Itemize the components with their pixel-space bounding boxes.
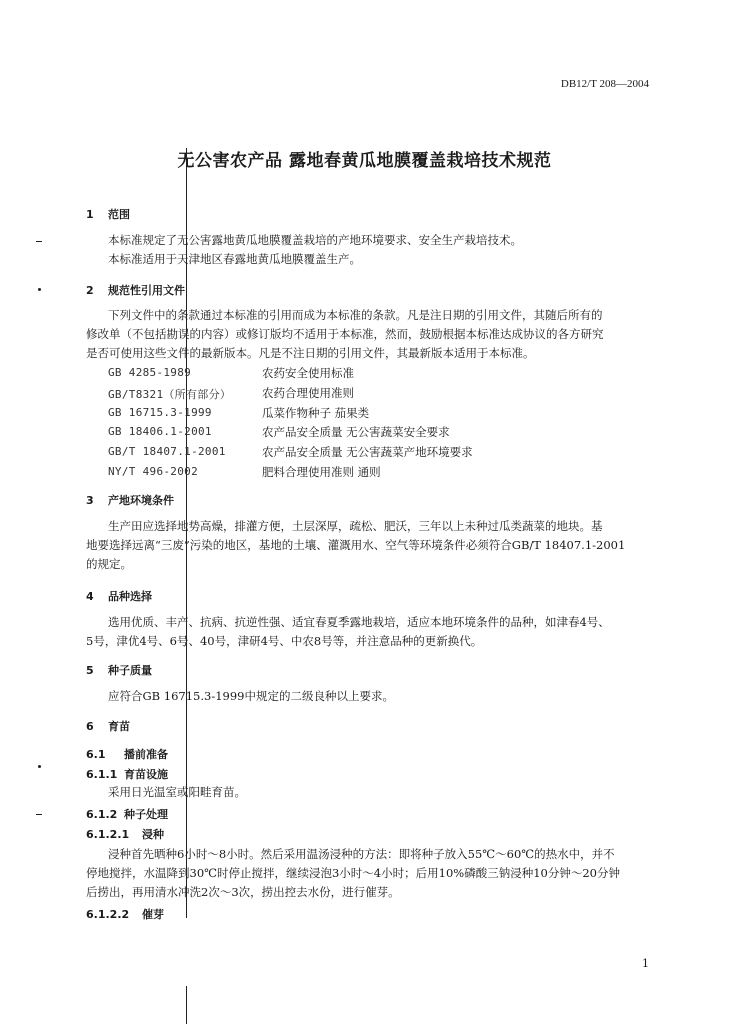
section-4-paragraph-line: 5号，津优4号、6号、40号，津研4号、中农8号等，并注意品种的更新换代。	[86, 634, 483, 648]
standard-code: DB12/T 208—2004	[560, 78, 649, 90]
section-6-1-2-heading: 6.1.2 种子处理	[86, 808, 168, 821]
section-4-paragraph-line: 选用优质、丰产、抗病、抗逆性强、适宜春夏季露地栽培，适应本地环境条件的品种，如津春4号、	[108, 615, 610, 629]
reference-title: 肥料合理使用准则 通则	[262, 465, 381, 479]
reference-title: 农药合理使用准则	[262, 386, 354, 400]
reference-title: 瓜菜作物种子 茄果类	[262, 406, 370, 420]
section-2-heading: 2 规范性引用文件	[86, 284, 185, 297]
scan-artifact-line	[186, 986, 187, 1024]
section-6-1-2-1-paragraph-line: 后捞出，再用清水冲洗2次～3次，捞出控去水份，进行催芽。	[86, 885, 400, 899]
section-2-paragraph-line: 下列文件中的条款通过本标准的引用而成为本标准的条款。凡是注日期的引用文件，其随后所有的	[108, 308, 603, 322]
section-3-paragraph-line: 生产田应选择地势高燥，排灌方便，土层深厚，疏松、肥沃，三年以上未种过瓜类蔬菜的地块。基	[108, 519, 603, 533]
section-1-heading: 1 范围	[86, 208, 130, 221]
section-6-1-1-paragraph: 采用日光温室或阳畦育苗。	[108, 785, 246, 799]
reference-code: GB 4285-1989	[108, 366, 192, 379]
reference-code: GB 18406.1-2001	[108, 425, 212, 438]
section-5-paragraph-line: 应符合GB 16715.3-1999中规定的二级良种以上要求。	[108, 689, 394, 703]
section-6-1-2-1-paragraph-line: 停地搅拌，水温降到30℃时停止搅拌，继续浸泡3小时～4小时；后用10%磷酸三钠浸种10分钟～20分钟	[86, 866, 620, 880]
margin-mark	[38, 765, 41, 768]
margin-mark	[36, 814, 42, 815]
section-1-paragraph-2: 本标准适用于天津地区春露地黄瓜地膜覆盖生产。	[108, 252, 361, 266]
section-2-paragraph-line: 是否可使用这些文件的最新版本。凡是不注日期的引用文件，其最新版本适用于本标准。	[86, 346, 535, 360]
section-6-1-1-heading: 6.1.1 育苗设施	[86, 768, 168, 781]
document-title: 无公害农产品 露地春黄瓜地膜覆盖栽培技术规范	[177, 151, 552, 171]
reference-code: NY/T 496-2002	[108, 465, 198, 478]
section-6-1-2-2-heading: 6.1.2.2 催芽	[86, 908, 164, 921]
section-6-1-2-1-paragraph-line: 浸种首先晒种6小时～8小时。然后采用温汤浸种的方法：即将种子放入55℃～60℃的热水中，并不	[108, 847, 615, 861]
section-3-heading: 3 产地环境条件	[86, 494, 174, 507]
margin-mark	[36, 241, 42, 242]
reference-title: 农产品安全质量 无公害蔬菜产地环境要求	[262, 445, 473, 459]
section-3-paragraph-line: 地要选择远离“三废”污染的地区，基地的土壤、灌溉用水、空气等环境条件必须符合GB/T 18407.1-2001	[86, 538, 626, 552]
page-number: 1	[642, 957, 649, 970]
section-6-heading: 6 育苗	[86, 720, 130, 733]
section-4-heading: 4 品种选择	[86, 590, 152, 603]
section-6-1-2-1-heading: 6.1.2.1 浸种	[86, 828, 164, 841]
section-5-heading: 5 种子质量	[86, 664, 152, 677]
section-6-1-heading: 6.1 播前准备	[86, 748, 168, 761]
reference-title: 农产品安全质量 无公害蔬菜安全要求	[262, 425, 450, 439]
reference-title: 农药安全使用标准	[262, 366, 354, 380]
section-1-paragraph-1: 本标准规定了无公害露地黄瓜地膜覆盖栽培的产地环境要求、安全生产栽培技术。	[108, 233, 522, 247]
margin-mark	[38, 288, 41, 291]
reference-code: GB 16715.3-1999	[108, 406, 212, 419]
section-2-paragraph-line: 修改单（不包括勘误的内容）或修订版均不适用于本标准，然而，鼓励根据本标准达成协议的各方研究	[86, 327, 604, 341]
reference-code: GB/T 18407.1-2001	[108, 445, 226, 458]
section-3-paragraph-line: 的规定。	[86, 557, 132, 571]
reference-code: GB/T8321（所有部分）	[108, 388, 232, 401]
